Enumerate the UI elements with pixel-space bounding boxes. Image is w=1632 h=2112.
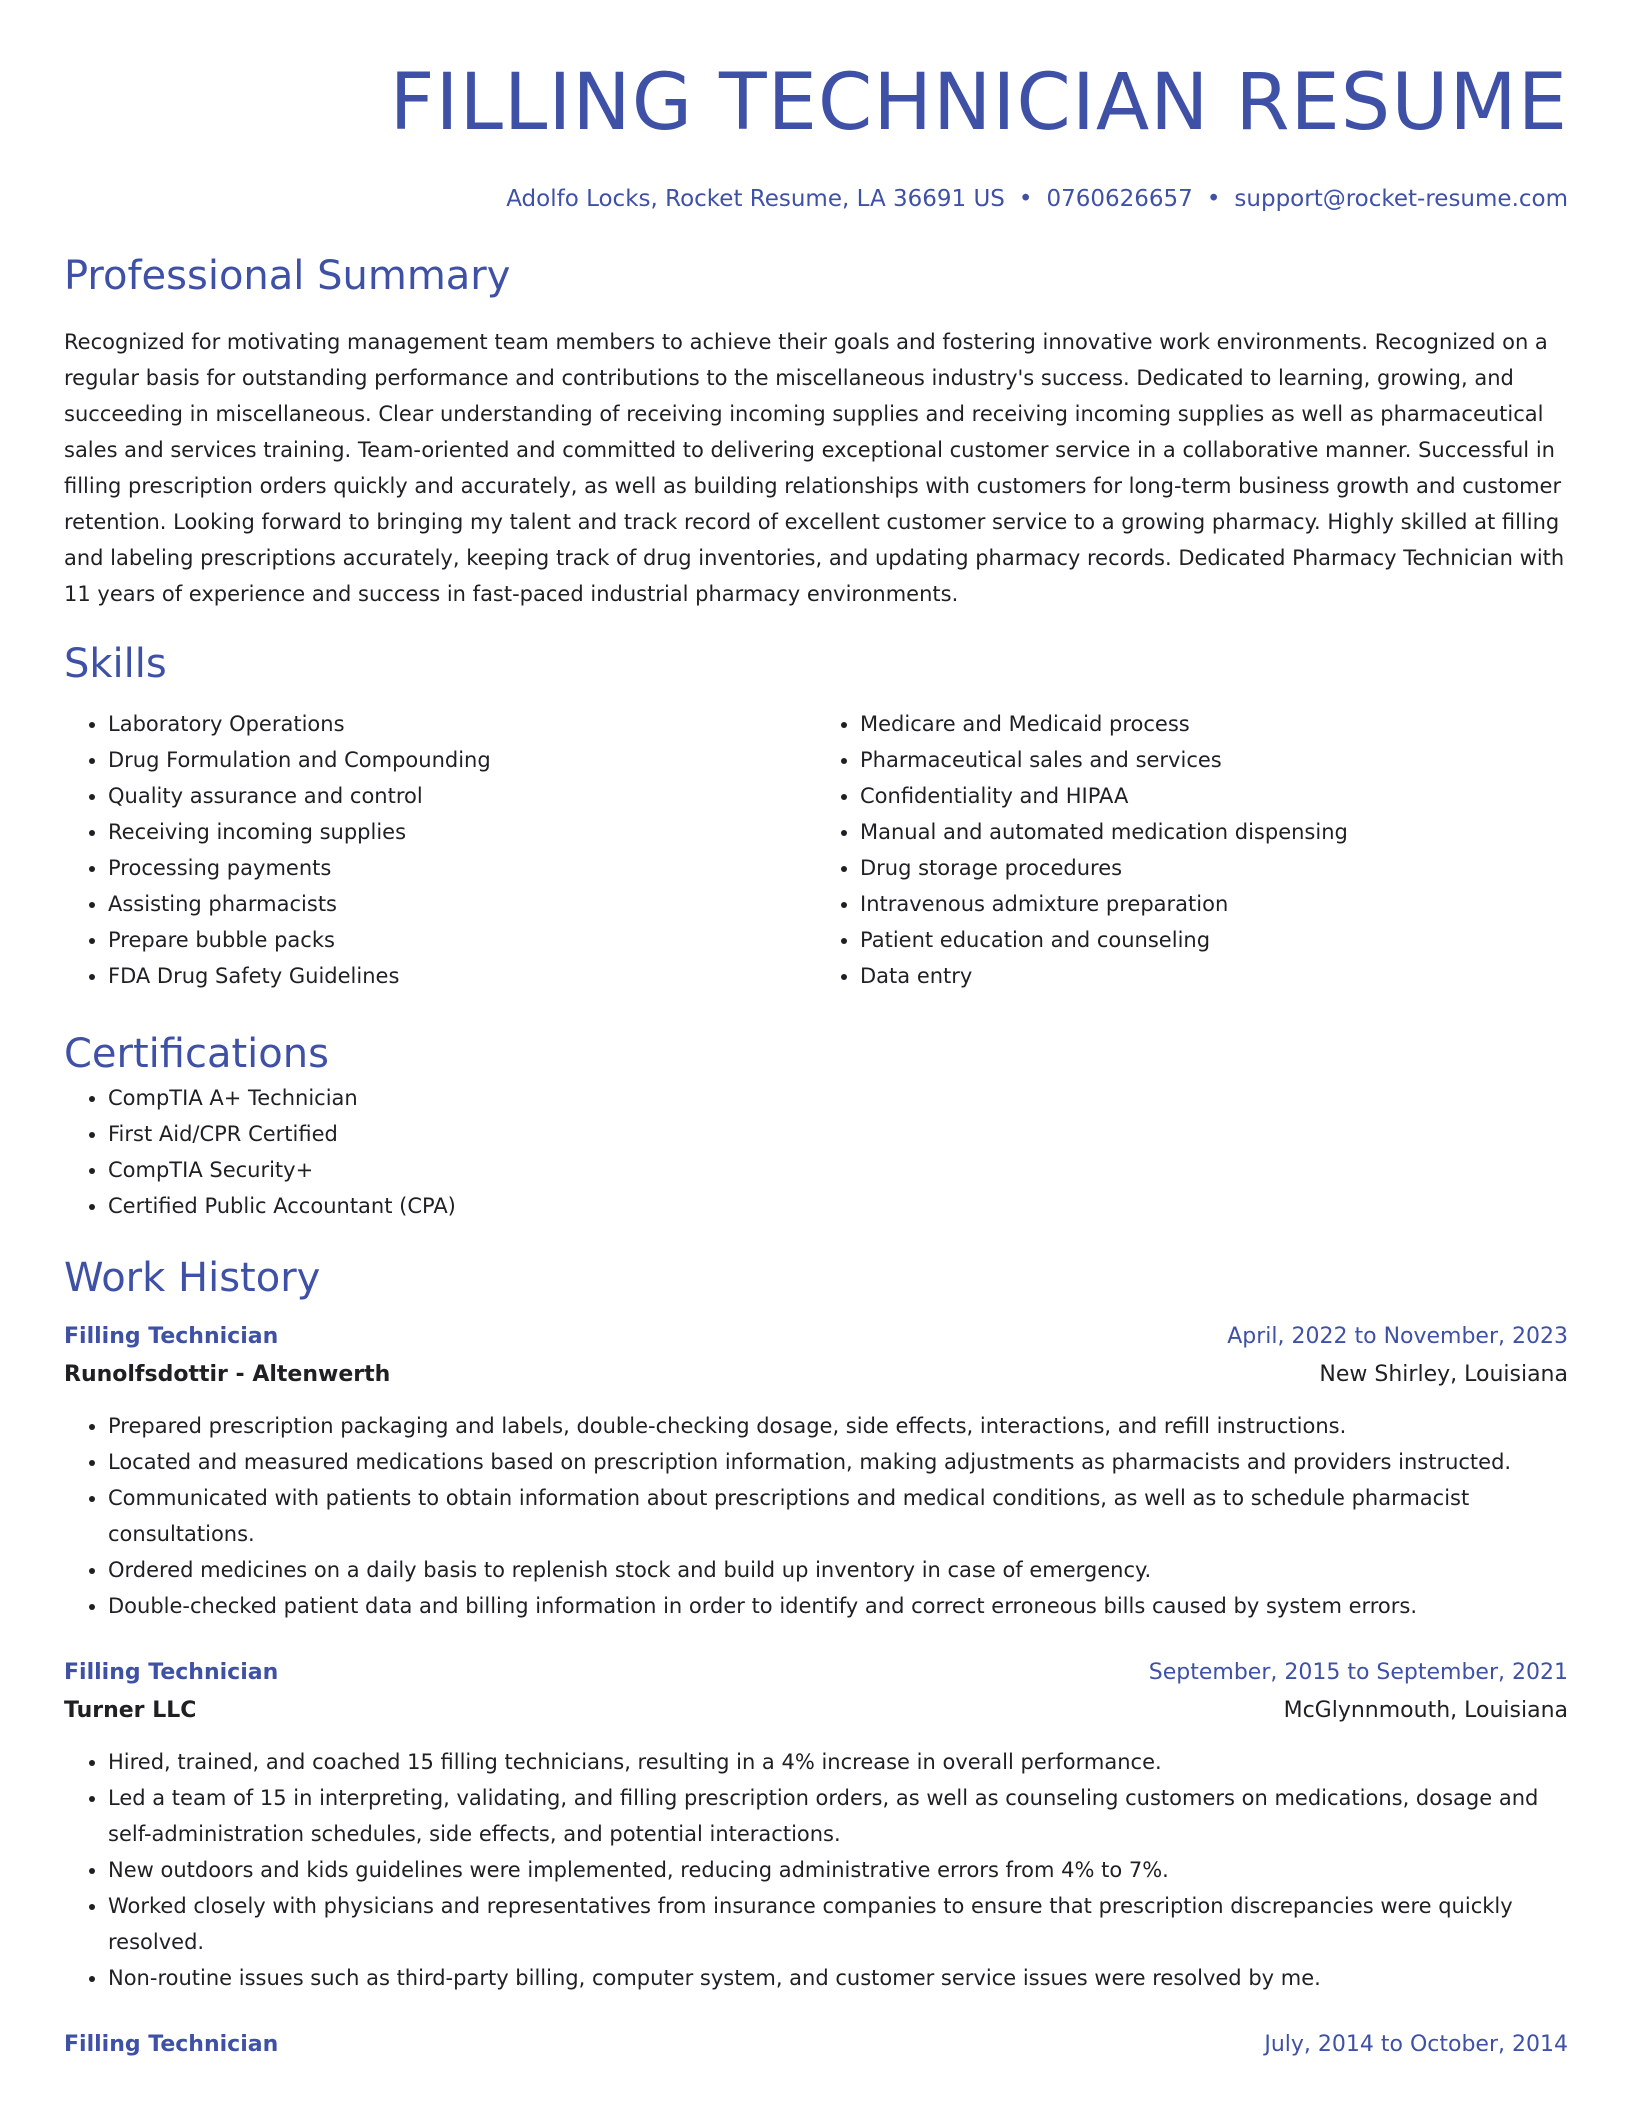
job-entry xyxy=(64,1654,1568,1996)
work-history-heading: Work History xyxy=(64,1255,321,1301)
skill-item: • Data entry xyxy=(860,958,1568,994)
job-entry xyxy=(64,2026,1568,2064)
job-dates: July, 2014 to October, 2014 xyxy=(1264,2032,1568,2057)
job-header-row xyxy=(64,2026,1568,2064)
job-company: Runolfsdottir - Altenwerth xyxy=(64,1362,391,1387)
resume-page xyxy=(64,0,1568,2064)
job-duty: • Worked closely with physicians and representatives from insurance companies to ensure that prescription discrepancies were quickly resolved. xyxy=(108,1888,1568,1960)
skill-item: • Drug storage procedures xyxy=(860,850,1568,886)
certification-item: • CompTIA A+ Technician xyxy=(108,1080,1568,1116)
certification-item: • Certified Public Accountant (CPA) xyxy=(108,1188,1568,1224)
skills-list xyxy=(64,706,1568,994)
skill-item: • Processing payments xyxy=(108,850,816,886)
job-duty: • New outdoors and kids guidelines were implemented, reducing administrative errors from 4% to 7%. xyxy=(108,1852,1568,1888)
skills-column-left xyxy=(64,706,816,994)
job-title: Filling Technician xyxy=(64,1324,279,1349)
skill-item: • Confidentiality and HIPAA xyxy=(860,778,1568,814)
skill-item: • Medicare and Medicaid process xyxy=(860,706,1568,742)
skill-item: • Intravenous admixture preparation xyxy=(860,886,1568,922)
skill-item: • Pharmaceutical sales and services xyxy=(860,742,1568,778)
job-duty: • Communicated with patients to obtain information about prescriptions and medical conditions, as well as to schedule pharmacist consultations. xyxy=(108,1480,1568,1552)
job-dates: September, 2015 to September, 2021 xyxy=(1148,1660,1568,1685)
job-duty: • Led a team of 15 in interpreting, validating, and filling prescription orders, as well as counseling customers on medications, dosage and self-administration schedules, side effects, and potential interactions. xyxy=(108,1780,1568,1852)
job-header-row xyxy=(64,1318,1568,1356)
job-company-row xyxy=(64,1692,1568,1730)
summary-heading: Professional Summary xyxy=(64,253,511,299)
skill-item: • Laboratory Operations xyxy=(108,706,816,742)
certifications-heading: Certifications xyxy=(64,1031,329,1077)
job-title: Filling Technician xyxy=(64,1660,279,1685)
skill-item: • FDA Drug Safety Guidelines xyxy=(108,958,816,994)
job-duty: • Non-routine issues such as third-party billing, computer system, and customer service issues were resolved by me. xyxy=(108,1960,1568,1996)
contact-separator: • xyxy=(1018,186,1033,212)
contact-line xyxy=(64,184,1568,214)
skills-heading: Skills xyxy=(64,641,167,687)
job-dates: April, 2022 to November, 2023 xyxy=(1227,1324,1568,1349)
resume-title: FILLING TECHNICIAN RESUME xyxy=(389,58,1568,148)
certification-item: • First Aid/CPR Certified xyxy=(108,1116,1568,1152)
job-location: McGlynnmouth, Louisiana xyxy=(1283,1698,1568,1723)
skill-item: • Patient education and counseling xyxy=(860,922,1568,958)
resume-header xyxy=(64,0,1568,214)
skill-item: • Prepare bubble packs xyxy=(108,922,816,958)
job-duty: • Located and measured medications based on prescription information, making adjustments as pharmacists and providers instructed. xyxy=(108,1444,1568,1480)
contact-phone[interactable]: 0760626657 xyxy=(1046,186,1193,212)
summary-text: Recognized for motivating management team members to achieve their goals and fostering innovative work environments. Recognized on a regular basis for outstanding performance and contributions to the miscellaneous industry's success. Dedicated to learning, growing, and succeeding in miscellaneous. Clear understanding of receiving incoming supplies and receiving incoming supplies as well as pharmaceutical sales and services training. Team-oriented and committed to delivering exceptional customer service in a collaborative manner. Successful in filling prescription orders quickly and accurately, as well as building relationships with customers for long-term business growth and customer retention. Looking forward to bringing my talent and track record of excellent customer service to a growing pharmacy. Highly skilled at filling and labeling prescriptions accurately, keeping track of drug inventories, and updating pharmacy records. Dedicated Pharmacy Technician with 11 years of experience and success in fast-paced industrial pharmacy environments. xyxy=(64,330,1565,606)
contact-email[interactable]: support@rocket-resume.com xyxy=(1234,186,1568,212)
job-location: New Shirley, Louisiana xyxy=(1319,1362,1568,1387)
contact-separator: • xyxy=(1206,186,1221,212)
job-duty: • Double-checked patient data and billing information in order to identify and correct erroneous bills caused by system errors. xyxy=(108,1588,1568,1624)
job-company: Turner LLC xyxy=(64,1698,197,1723)
skill-item: • Drug Formulation and Compounding xyxy=(108,742,816,778)
job-duty: • Prepared prescription packaging and labels, double-checking dosage, side effects, interactions, and refill instructions. xyxy=(108,1408,1568,1444)
skill-item: • Quality assurance and control xyxy=(108,778,816,814)
job-company-row xyxy=(64,1356,1568,1394)
skill-item: • Assisting pharmacists xyxy=(108,886,816,922)
job-duty: • Ordered medicines on a daily basis to replenish stock and build up inventory in case of emergency. xyxy=(108,1552,1568,1588)
skills-column-right xyxy=(816,706,1568,994)
job-duties xyxy=(64,1744,1568,1996)
job-duty: • Hired, trained, and coached 15 filling technicians, resulting in a 4% increase in overall performance. xyxy=(108,1744,1568,1780)
job-duties xyxy=(64,1408,1568,1624)
job-entry xyxy=(64,1318,1568,1624)
job-header-row xyxy=(64,1654,1568,1692)
job-title: Filling Technician xyxy=(64,2032,279,2057)
skill-item: • Manual and automated medication dispensing xyxy=(860,814,1568,850)
certification-item: • CompTIA Security+ xyxy=(108,1152,1568,1188)
contact-address: Adolfo Locks, Rocket Resume, LA 36691 US xyxy=(506,186,1005,212)
certifications-list xyxy=(64,1080,1568,1224)
skill-item: • Receiving incoming supplies xyxy=(108,814,816,850)
